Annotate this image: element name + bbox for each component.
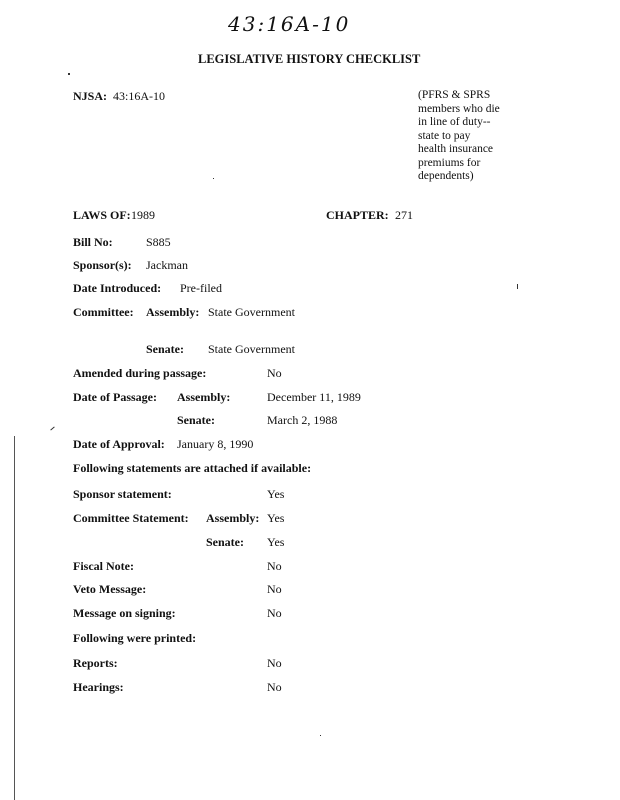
scan-speck bbox=[50, 427, 54, 431]
committee-statement-senate-value: Yes bbox=[267, 535, 285, 549]
njsa-value: 43:16A-10 bbox=[113, 89, 165, 103]
subject-note-line: state to pay bbox=[418, 129, 471, 142]
fiscal-note-value: No bbox=[267, 559, 282, 573]
subject-note-line: dependents) bbox=[418, 170, 474, 182]
sponsor-statement-value: Yes bbox=[267, 487, 285, 501]
veto-message-label: Veto Message: bbox=[73, 582, 147, 596]
sponsor-statement-label: Sponsor statement: bbox=[73, 487, 172, 501]
committee-statement-assembly-value: Yes bbox=[267, 511, 285, 525]
approval-value: January 8, 1990 bbox=[177, 437, 254, 451]
message-on-signing-value: No bbox=[267, 606, 282, 620]
message-on-signing-label: Message on signing: bbox=[73, 606, 176, 620]
committee-assembly-label: Assembly: bbox=[146, 305, 200, 319]
passage-senate-value: March 2, 1988 bbox=[267, 413, 338, 427]
date-introduced-value: Pre-filed bbox=[180, 281, 222, 295]
subject-note-line: in line of duty-- bbox=[418, 116, 491, 128]
subject-note-line: health insurance bbox=[418, 143, 494, 155]
printed-heading: Following were printed: bbox=[73, 631, 197, 645]
reports-value: No bbox=[267, 656, 282, 670]
committee-senate-value: State Government bbox=[208, 342, 295, 356]
attached-heading: Following statements are attached if available: bbox=[73, 461, 312, 475]
reports-label: Reports: bbox=[73, 656, 118, 670]
sponsor-value: Jackman bbox=[146, 258, 188, 272]
scan-speck bbox=[517, 284, 518, 289]
laws-of-value: 1989 bbox=[131, 208, 155, 222]
amended-value: No bbox=[267, 366, 282, 380]
subject-note-line: members who die bbox=[418, 102, 500, 115]
hearings-value: No bbox=[267, 680, 282, 694]
laws-of-label: LAWS OF: bbox=[73, 208, 131, 222]
handwritten-code: 43:16A-10 bbox=[228, 12, 351, 36]
amended-label: Amended during passage: bbox=[73, 366, 207, 380]
sponsor-label: Sponsor(s): bbox=[73, 258, 132, 272]
committee-assembly-value: State Government bbox=[208, 305, 295, 319]
page-title: LEGISLATIVE HISTORY CHECKLIST bbox=[198, 52, 421, 66]
committee-statement-label: Committee Statement: bbox=[73, 511, 189, 525]
chapter-value: 271 bbox=[395, 208, 413, 222]
subject-note bbox=[418, 89, 538, 184]
approval-label: Date of Approval: bbox=[73, 437, 165, 451]
committee-statement-senate-label: Senate: bbox=[206, 535, 244, 549]
committee-senate-label: Senate: bbox=[146, 342, 184, 356]
committee-label: Committee: bbox=[73, 305, 134, 319]
bill-no-value: S885 bbox=[146, 235, 171, 249]
passage-senate-label: Senate: bbox=[177, 413, 215, 427]
passage-assembly-label: Assembly: bbox=[177, 390, 231, 404]
njsa-label: NJSA: bbox=[73, 89, 108, 103]
fiscal-note-label: Fiscal Note: bbox=[73, 559, 134, 573]
hearings-label: Hearings: bbox=[73, 680, 124, 694]
scan-speck bbox=[68, 73, 70, 75]
subject-note-line: premiums for bbox=[418, 156, 481, 169]
scan-speck bbox=[320, 735, 321, 736]
scan-edge-line bbox=[14, 436, 15, 800]
passage-label: Date of Passage: bbox=[73, 390, 157, 404]
bill-no-label: Bill No: bbox=[73, 235, 113, 249]
chapter-label: CHAPTER: bbox=[326, 208, 389, 222]
subject-note-line: (PFRS & SPRS bbox=[418, 89, 491, 101]
veto-message-value: No bbox=[267, 582, 282, 596]
date-introduced-label: Date Introduced: bbox=[73, 281, 162, 295]
passage-assembly-value: December 11, 1989 bbox=[267, 390, 361, 404]
scan-speck bbox=[213, 178, 214, 179]
committee-statement-assembly-label: Assembly: bbox=[206, 511, 260, 525]
